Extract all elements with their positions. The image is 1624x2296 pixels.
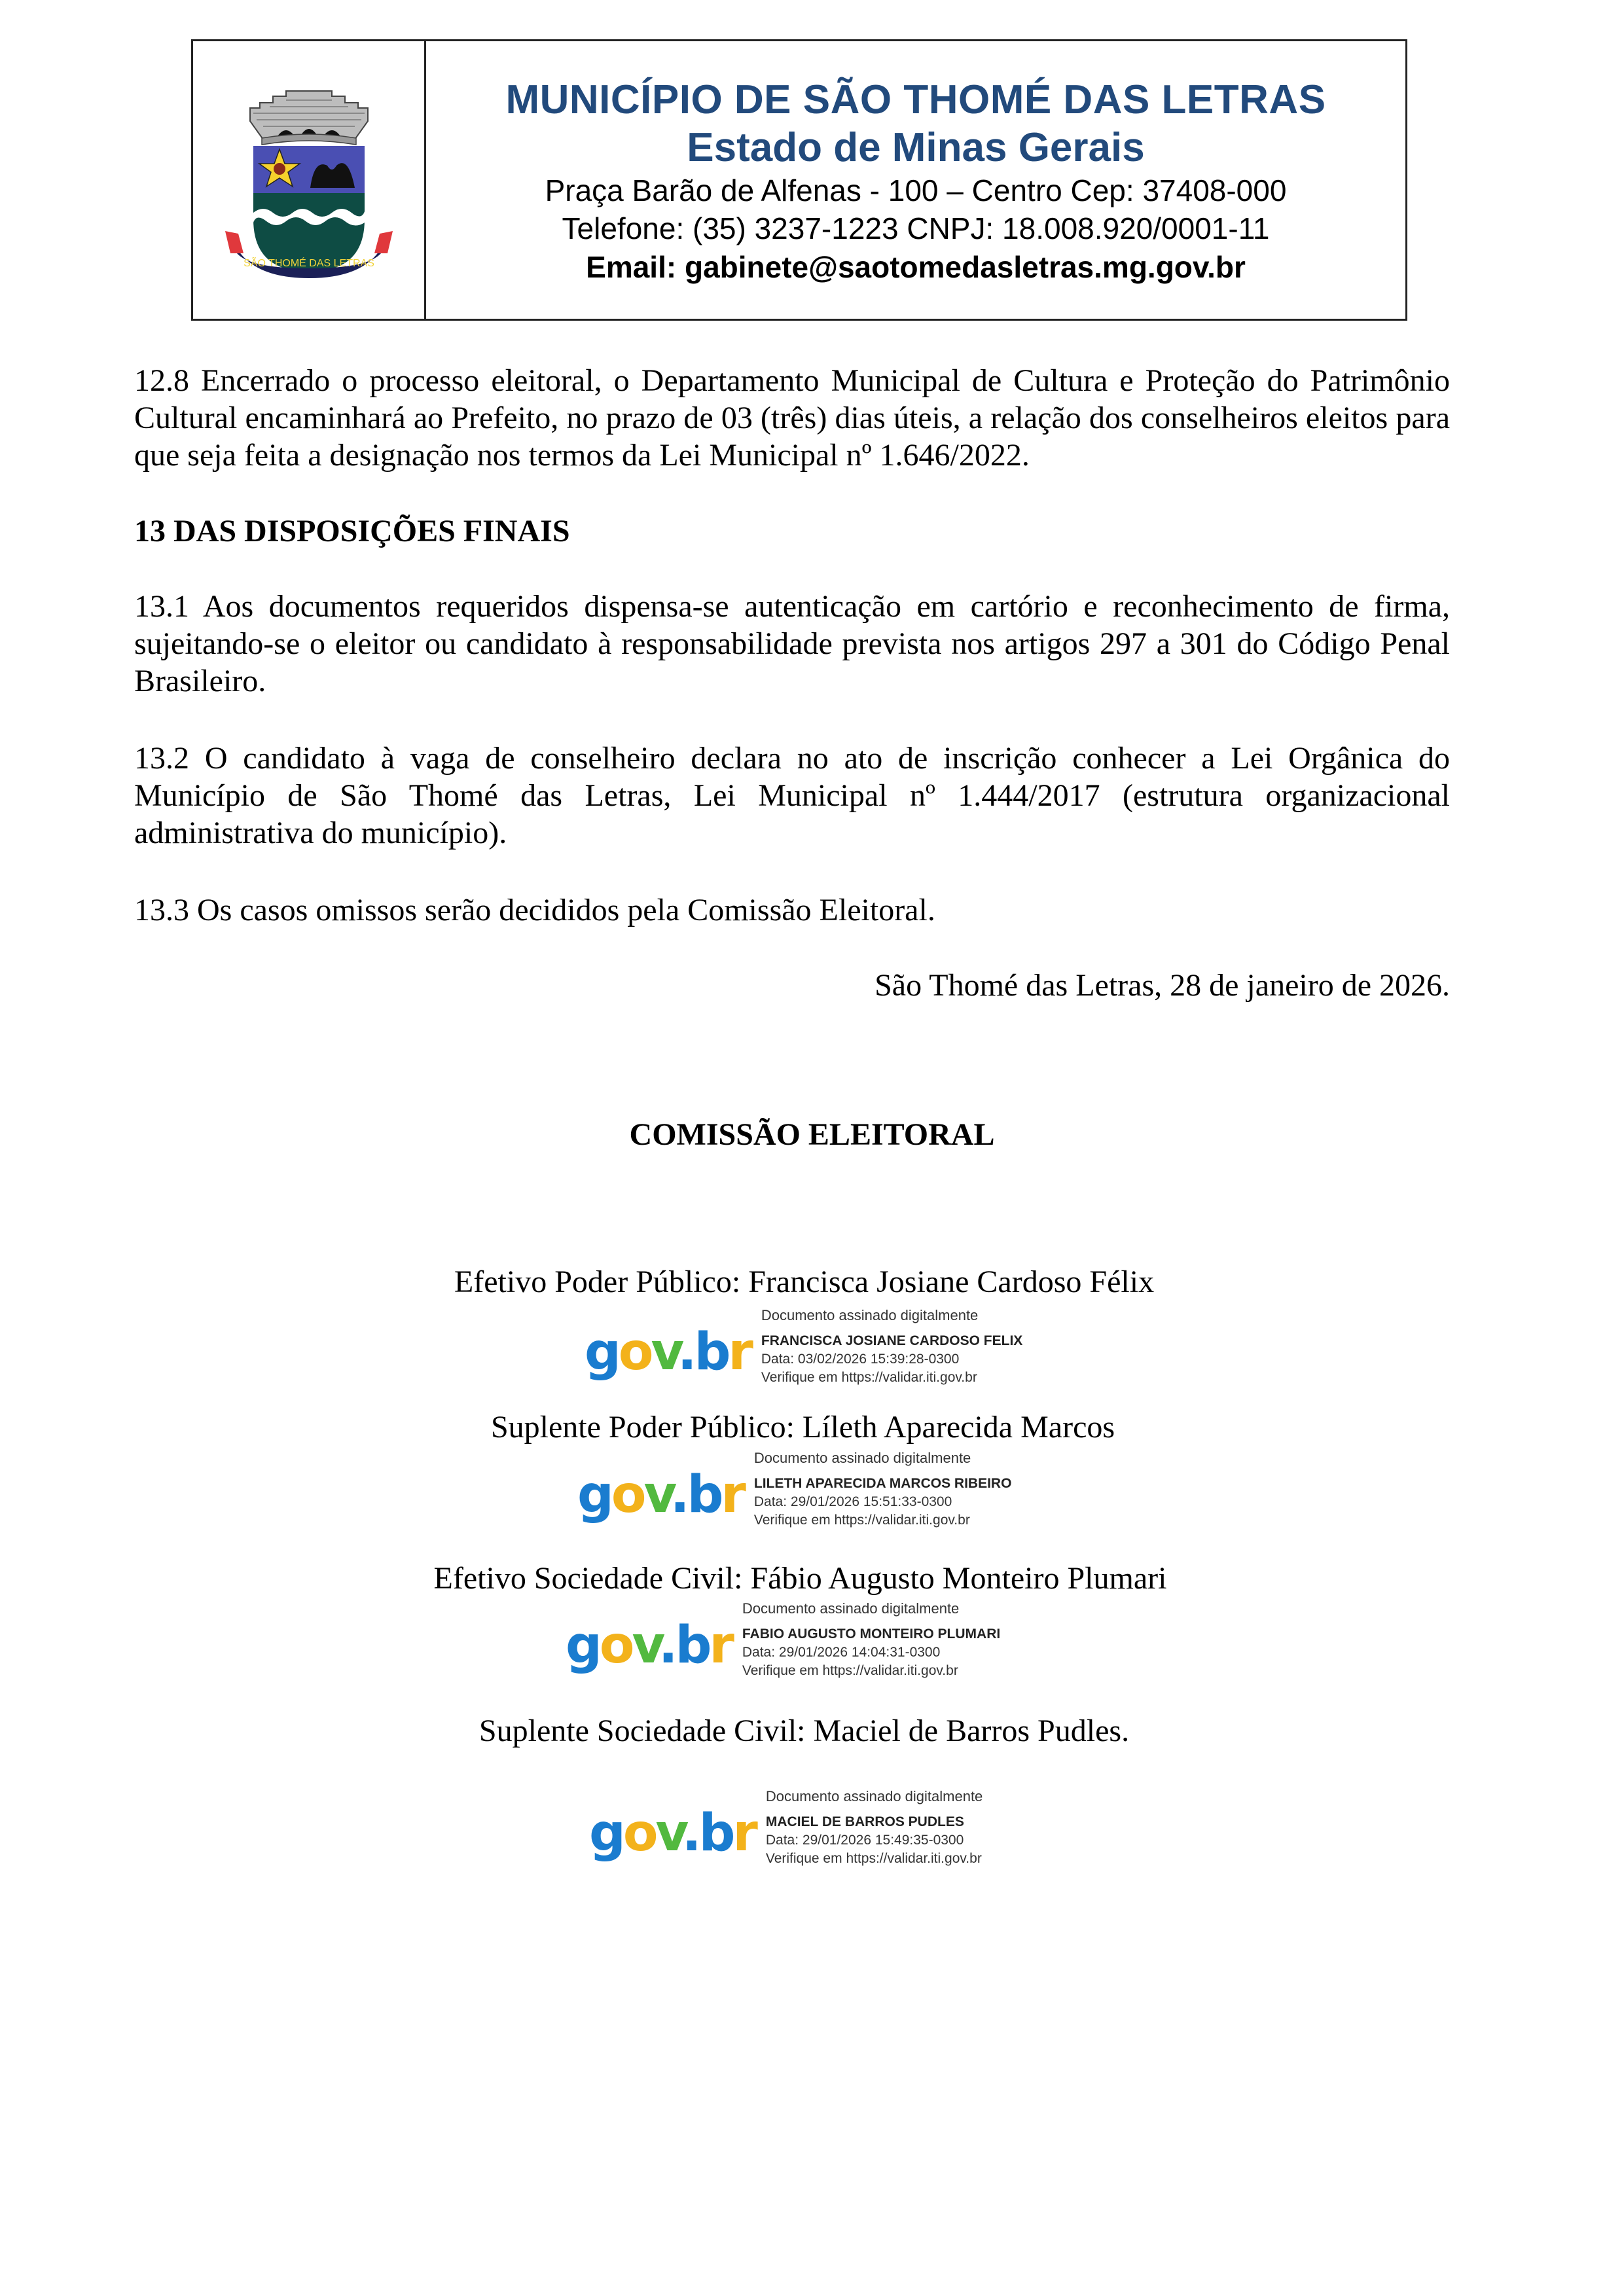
signer-name: FABIO AUGUSTO MONTEIRO PLUMARI	[742, 1626, 1001, 1641]
govbr-logo-icon: gov.br	[585, 1323, 751, 1382]
member-label: Efetivo Poder Público: Francisca Josiane Cardoso Félix	[454, 1265, 1155, 1299]
signature-date: Data: 03/02/2026 15:39:28-0300	[761, 1352, 960, 1367]
signature-header: Documento assinado digitalmente	[765, 1788, 983, 1804]
signature-header: Documento assinado digitalmente	[742, 1600, 960, 1617]
member-label: Suplente Sociedade Civil: Maciel de Barros Pudles.	[478, 1713, 1130, 1748]
signature-header: Documento assinado digitalmente	[753, 1450, 971, 1466]
signature-header: Documento assinado digitalmente	[761, 1307, 979, 1323]
address-line: Praça Barão de Alfenas - 100 – Centro Cep: 37408-000	[545, 173, 1287, 207]
signer-name: FRANCISCA JOSIANE CARDOSO FELIX	[761, 1333, 1023, 1348]
paragraph-13-1: 13.1 Aos documentos requeridos dispensa-se autenticação em cartório e reconhecimento de firma, sujeitando-se o eleitor ou candidato à responsabilidade prevista nos artigos 297 a 301 do Código Penal Brasileiro.	[134, 589, 1450, 698]
verify-link[interactable]: Verifique em https://validar.iti.gov.br	[761, 1370, 977, 1385]
logo-cell	[193, 41, 426, 319]
phone-cnpj-line: Telefone: (35) 3237-1223 CNPJ: 18.008.920/0001-11	[562, 211, 1270, 245]
signature-stamp	[566, 1599, 1000, 1680]
commission-title: COMISSÃO ELEITORAL	[629, 1117, 995, 1152]
verify-link[interactable]: Verifique em https://validar.iti.gov.br	[753, 1513, 970, 1528]
signature-stamp	[577, 1448, 1011, 1530]
logo-caption: SÃO THOMÉ DAS LETRAS	[243, 258, 374, 269]
paragraph-12-8: 12.8 Encerrado o processo eleitoral, o Departamento Municipal de Cultura e Proteção do Patrimônio Cultural encaminhará ao Prefeito, no prazo de 03 (três) dias úteis, a relação dos conselheiros eleitos para que seja feita a designação nos termos da Lei Municipal nº 1.646/2022.	[134, 363, 1450, 473]
date-line: São Thomé das Letras, 28 de janeiro de 2026.	[875, 968, 1450, 1003]
letterhead-info	[426, 41, 1405, 319]
signature-date: Data: 29/01/2026 15:49:35-0300	[765, 1833, 964, 1848]
state-subtitle: Estado de Minas Gerais	[687, 125, 1145, 170]
paragraph-13-3: 13.3 Os casos omissos serão decididos pela Comissão Eleitoral.	[134, 893, 935, 927]
signature-stamp	[589, 1787, 983, 1868]
member-label: Efetivo Sociedade Civil: Fábio Augusto Monteiro Plumari	[433, 1561, 1167, 1596]
mural-crown-icon	[250, 91, 368, 145]
verify-link[interactable]: Verifique em https://validar.iti.gov.br	[765, 1851, 982, 1866]
municipality-title: MUNICÍPIO DE SÃO THOMÉ DAS LETRAS	[505, 77, 1326, 122]
paragraph-13-2: 13.2 O candidato à vaga de conselheiro declara no ato de inscrição conhecer a Lei Orgânica do Município de São Thomé das Letras, Lei Municipal nº 1.444/2017 (estrutura organizacional administrativa do município).	[134, 741, 1450, 850]
signature-date: Data: 29/01/2026 14:04:31-0300	[742, 1645, 941, 1660]
verify-link[interactable]: Verifique em https://validar.iti.gov.br	[742, 1663, 958, 1678]
letterhead	[191, 39, 1407, 321]
shield-icon	[253, 146, 365, 272]
govbr-logo-icon: gov.br	[577, 1465, 744, 1524]
email-line: Email: gabinete@saotomedasletras.mg.gov.br	[586, 250, 1246, 284]
signer-name: MACIEL DE BARROS PUDLES	[765, 1814, 964, 1829]
member-label: Suplente Poder Público: Líleth Aparecida Marcos	[490, 1410, 1115, 1444]
govbr-logo-icon: gov.br	[589, 1804, 755, 1863]
signature-stamp	[585, 1306, 1022, 1387]
signature-date: Data: 29/01/2026 15:51:33-0300	[753, 1494, 952, 1509]
coat-of-arms-logo	[224, 82, 394, 278]
govbr-logo-icon: gov.br	[566, 1616, 732, 1675]
signer-name: LILETH APARECIDA MARCOS RIBEIRO	[753, 1476, 1012, 1491]
section-13-title: 13 DAS DISPOSIÇÕES FINAIS	[134, 514, 570, 548]
